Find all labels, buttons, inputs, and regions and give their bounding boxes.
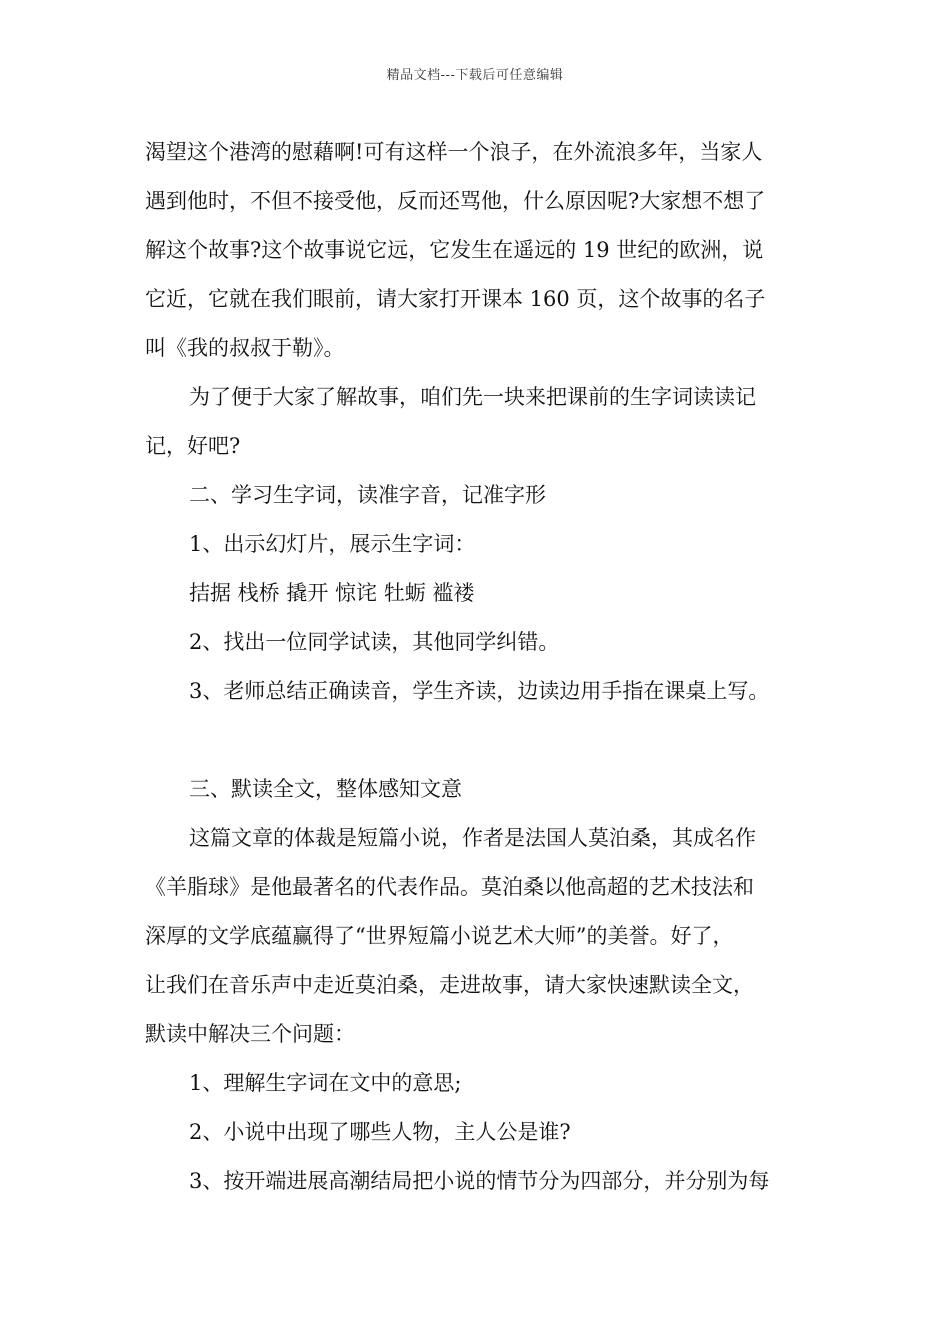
transition-paragraph xyxy=(145,373,815,471)
list-item: 1、理解生字词在文中的意思; xyxy=(189,1071,462,1095)
section-heading-reading: 三、默读全文，整体感知文意 xyxy=(189,777,462,801)
paragraph-line: 渴望这个港湾的慰藉啊!可有这样一个浪子，在外流浪多年，当家人 xyxy=(145,140,763,164)
blank-line xyxy=(145,716,815,765)
list-item: 2、找出一位同学试读，其他同学纠错。 xyxy=(189,630,560,654)
paragraph-line: 它近，它就在我们眼前，请大家打开课本 160 页，这个故事的名子 xyxy=(145,287,766,311)
vocabulary-words: 拮据 栈桥 撬开 惊诧 牡蛎 褴褛 xyxy=(189,581,475,605)
paragraph-line: 遇到他时，不但不接受他，反而还骂他，什么原因呢?大家想不想了 xyxy=(145,189,766,213)
paragraph-line: 让我们在音乐声中走近莫泊桑，走进故事，请大家快速默读全文， xyxy=(145,973,754,997)
page-header: 精品文档---下载后可任意编辑 xyxy=(386,68,564,83)
paragraph-line: 解这个故事?这个故事说它远，它发生在遥远的 19 世纪的欧洲，说 xyxy=(145,238,764,262)
list-item: 3、老师总结正确读音，学生齐读，边读边用手指在课桌上写。 xyxy=(189,679,770,703)
paragraph-line: 为了便于大家了解故事，咱们先一块来把课前的生字词读读记 xyxy=(189,385,756,409)
section-heading-vocabulary: 二、学习生字词，读准字音，记准字形 xyxy=(189,483,546,507)
author-paragraph xyxy=(145,814,815,1059)
list-item: 2、小说中出现了哪些人物，主人公是谁? xyxy=(189,1120,571,1144)
intro-paragraph xyxy=(145,128,815,373)
paragraph-line: 默读中解决三个问题： xyxy=(145,1022,355,1046)
list-item: 3、按开端进展高潮结局把小说的情节分为四部分，并分别为每 xyxy=(189,1169,770,1193)
paragraph-line: 深厚的文学底蕴赢得了“世界短篇小说艺术大师”的美誉。好了， xyxy=(145,924,734,948)
paragraph-line: 《羊脂球》是他最著名的代表作品。莫泊桑以他高超的艺术技法和 xyxy=(145,875,754,899)
paragraph-line: 记，好吧? xyxy=(145,434,241,458)
document-body xyxy=(145,128,815,1206)
paragraph-line: 叫《我的叔叔于勒》。 xyxy=(145,336,345,360)
list-item: 1、出示幻灯片，展示生字词： xyxy=(189,532,476,556)
paragraph-line: 这篇文章的体裁是短篇小说，作者是法国人莫泊桑，其成名作 xyxy=(189,826,756,850)
